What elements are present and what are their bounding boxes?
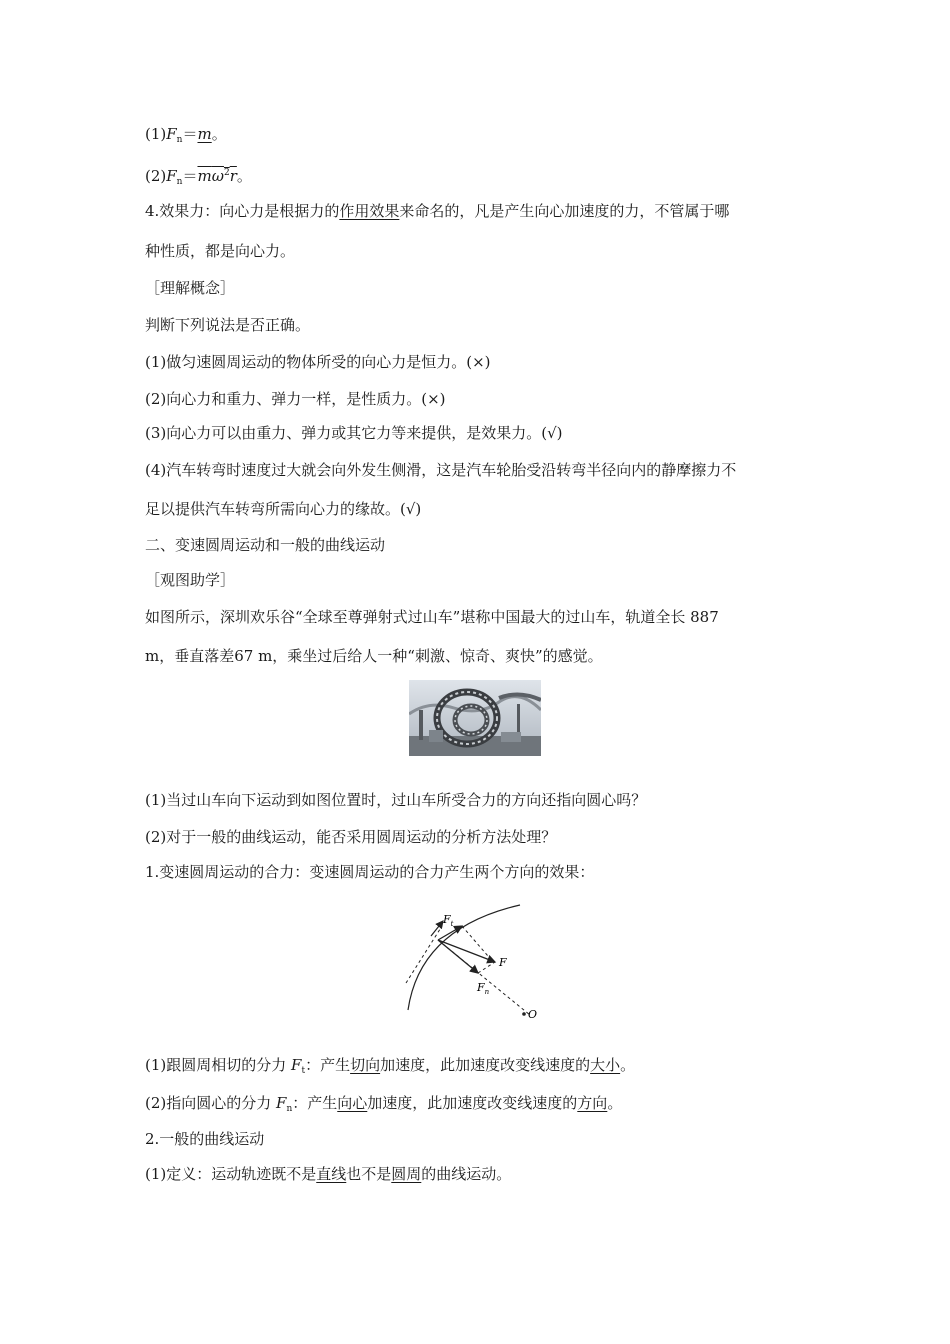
force-subscript: t [301,1066,306,1076]
component-tangential-line [145,1055,815,1081]
effect-force-line [145,201,815,221]
text-segment: 加速度，此加速度改变线速度的 [367,1094,578,1112]
omega-symbol: ω [211,167,224,185]
tangential-force-arrow [438,926,462,940]
period: 。 [620,1056,636,1074]
blank-answer: 大小 [590,1056,621,1074]
tangent-line [406,926,442,983]
blank-answer: 向心 [337,1094,368,1112]
parallelogram-edge [478,962,495,973]
text-segment: (2)指向圆心的分力 [145,1094,277,1112]
component-centripetal-line [145,1093,815,1119]
definition-line [145,1164,815,1184]
question-2: (2)对于一般的曲线运动，能否采用圆周运动的分析方法处理？ [145,828,557,846]
formula-line-1 [145,124,815,150]
period: 。 [607,1094,623,1112]
blank-answer: 方向 [577,1094,608,1112]
roller-coaster-photo [409,680,541,756]
force-symbol: F [276,1094,287,1112]
section-item-heading: 2.一般的曲线运动 [145,1130,265,1148]
text-segment: 4.效果力：向心力是根据力的 [145,202,340,220]
resultant-force-arrow [438,940,495,962]
force-subscript: n [286,1104,293,1114]
blank-answer: 作用效果 [339,202,400,220]
judgment-item-2: (2)向心力和重力、弹力一样，是性质力。(×) [145,390,446,408]
paragraph-line: 种性质，都是向心力。 [145,242,296,260]
section-subheading: ［观图助学］ [145,571,236,589]
fn-label: $F_n$ [477,981,490,996]
section-heading: 二、变速圆周运动和一般的曲线运动 [145,536,386,554]
blank-answer [197,167,236,185]
judgment-item-3: (3)向心力可以由重力、弹力或其它力等来提供，是效果力。(√) [145,424,563,442]
force-subscript: n [176,135,183,145]
paragraph-line: m，垂直落差67 m，乘坐过后给人一种“刺激、惊奇、爽快”的感觉。 [145,647,603,665]
blank-answer: 切向 [350,1056,381,1074]
equals-sign: ＝ [182,125,198,143]
paragraph-line: 足以提供汽车转弯所需向心力的缘故。(√) [145,500,422,518]
force-decomposition-diagram [400,898,550,1023]
force-symbol: F [166,125,177,143]
blank-answer: 直线 [316,1165,347,1183]
text-segment: 加速度，此加速度改变线速度的 [380,1056,591,1074]
radius-symbol: r [229,167,237,185]
paragraph-line: 判断下列说法是否正确。 [145,316,311,334]
parallelogram-edge [462,926,494,963]
blank-answer: 圆周 [391,1165,422,1183]
text-segment: 来命名的，凡是产生向心加速度的力，不管属于哪 [399,202,730,220]
force-subscript: n [176,177,183,187]
judgment-item-4: (4)汽车转弯时速度过大就会向外发生侧滑，这是汽车轮胎受沿转弯半径向内的静摩擦力不 [145,461,737,479]
text-segment: 的曲线运动。 [421,1165,512,1183]
paragraph-line: 如图所示，深圳欢乐谷“全球至尊弹射式过山车”堪称中国最大的过山车，轨道全长 887 [145,608,719,626]
center-point [522,1012,526,1016]
equals-sign: ＝ [182,167,198,185]
force-symbol: F [291,1056,302,1074]
period: 。 [236,167,252,185]
normal-force-arrow [438,940,478,973]
text-segment: (1)定义：运动轨迹既不是 [145,1165,317,1183]
velocity-arrow [431,921,443,936]
text-segment: 也不是 [346,1165,392,1183]
item-number: (1) [145,125,167,143]
f-label: F [499,956,507,969]
text-segment: (1)跟圆周相切的分力 [145,1056,292,1074]
mass-symbol: m [197,167,212,185]
exponent: 2 [223,168,230,178]
force-symbol: F [166,167,177,185]
item-number: (2) [145,167,167,185]
paragraph-line: 1.变速圆周运动的合力：变速圆周运动的合力产生两个方向的效果： [145,863,595,881]
judgment-item-1: (1)做匀速圆周运动的物体所受的向心力是恒力。(×) [145,353,491,371]
period: 。 [211,125,227,143]
question-1: (1)当过山车向下运动到如图位置时，过山车所受合力的方向还指向圆心吗？ [145,791,647,809]
formula-line-2 [145,163,815,192]
ft-label: $F_t$ [443,913,454,928]
section-subheading: ［理解概念］ [145,279,236,297]
o-label: O [528,1008,538,1021]
text-segment: ：产生 [292,1094,338,1112]
text-segment: ：产生 [305,1056,351,1074]
blank-answer: m [197,125,212,143]
